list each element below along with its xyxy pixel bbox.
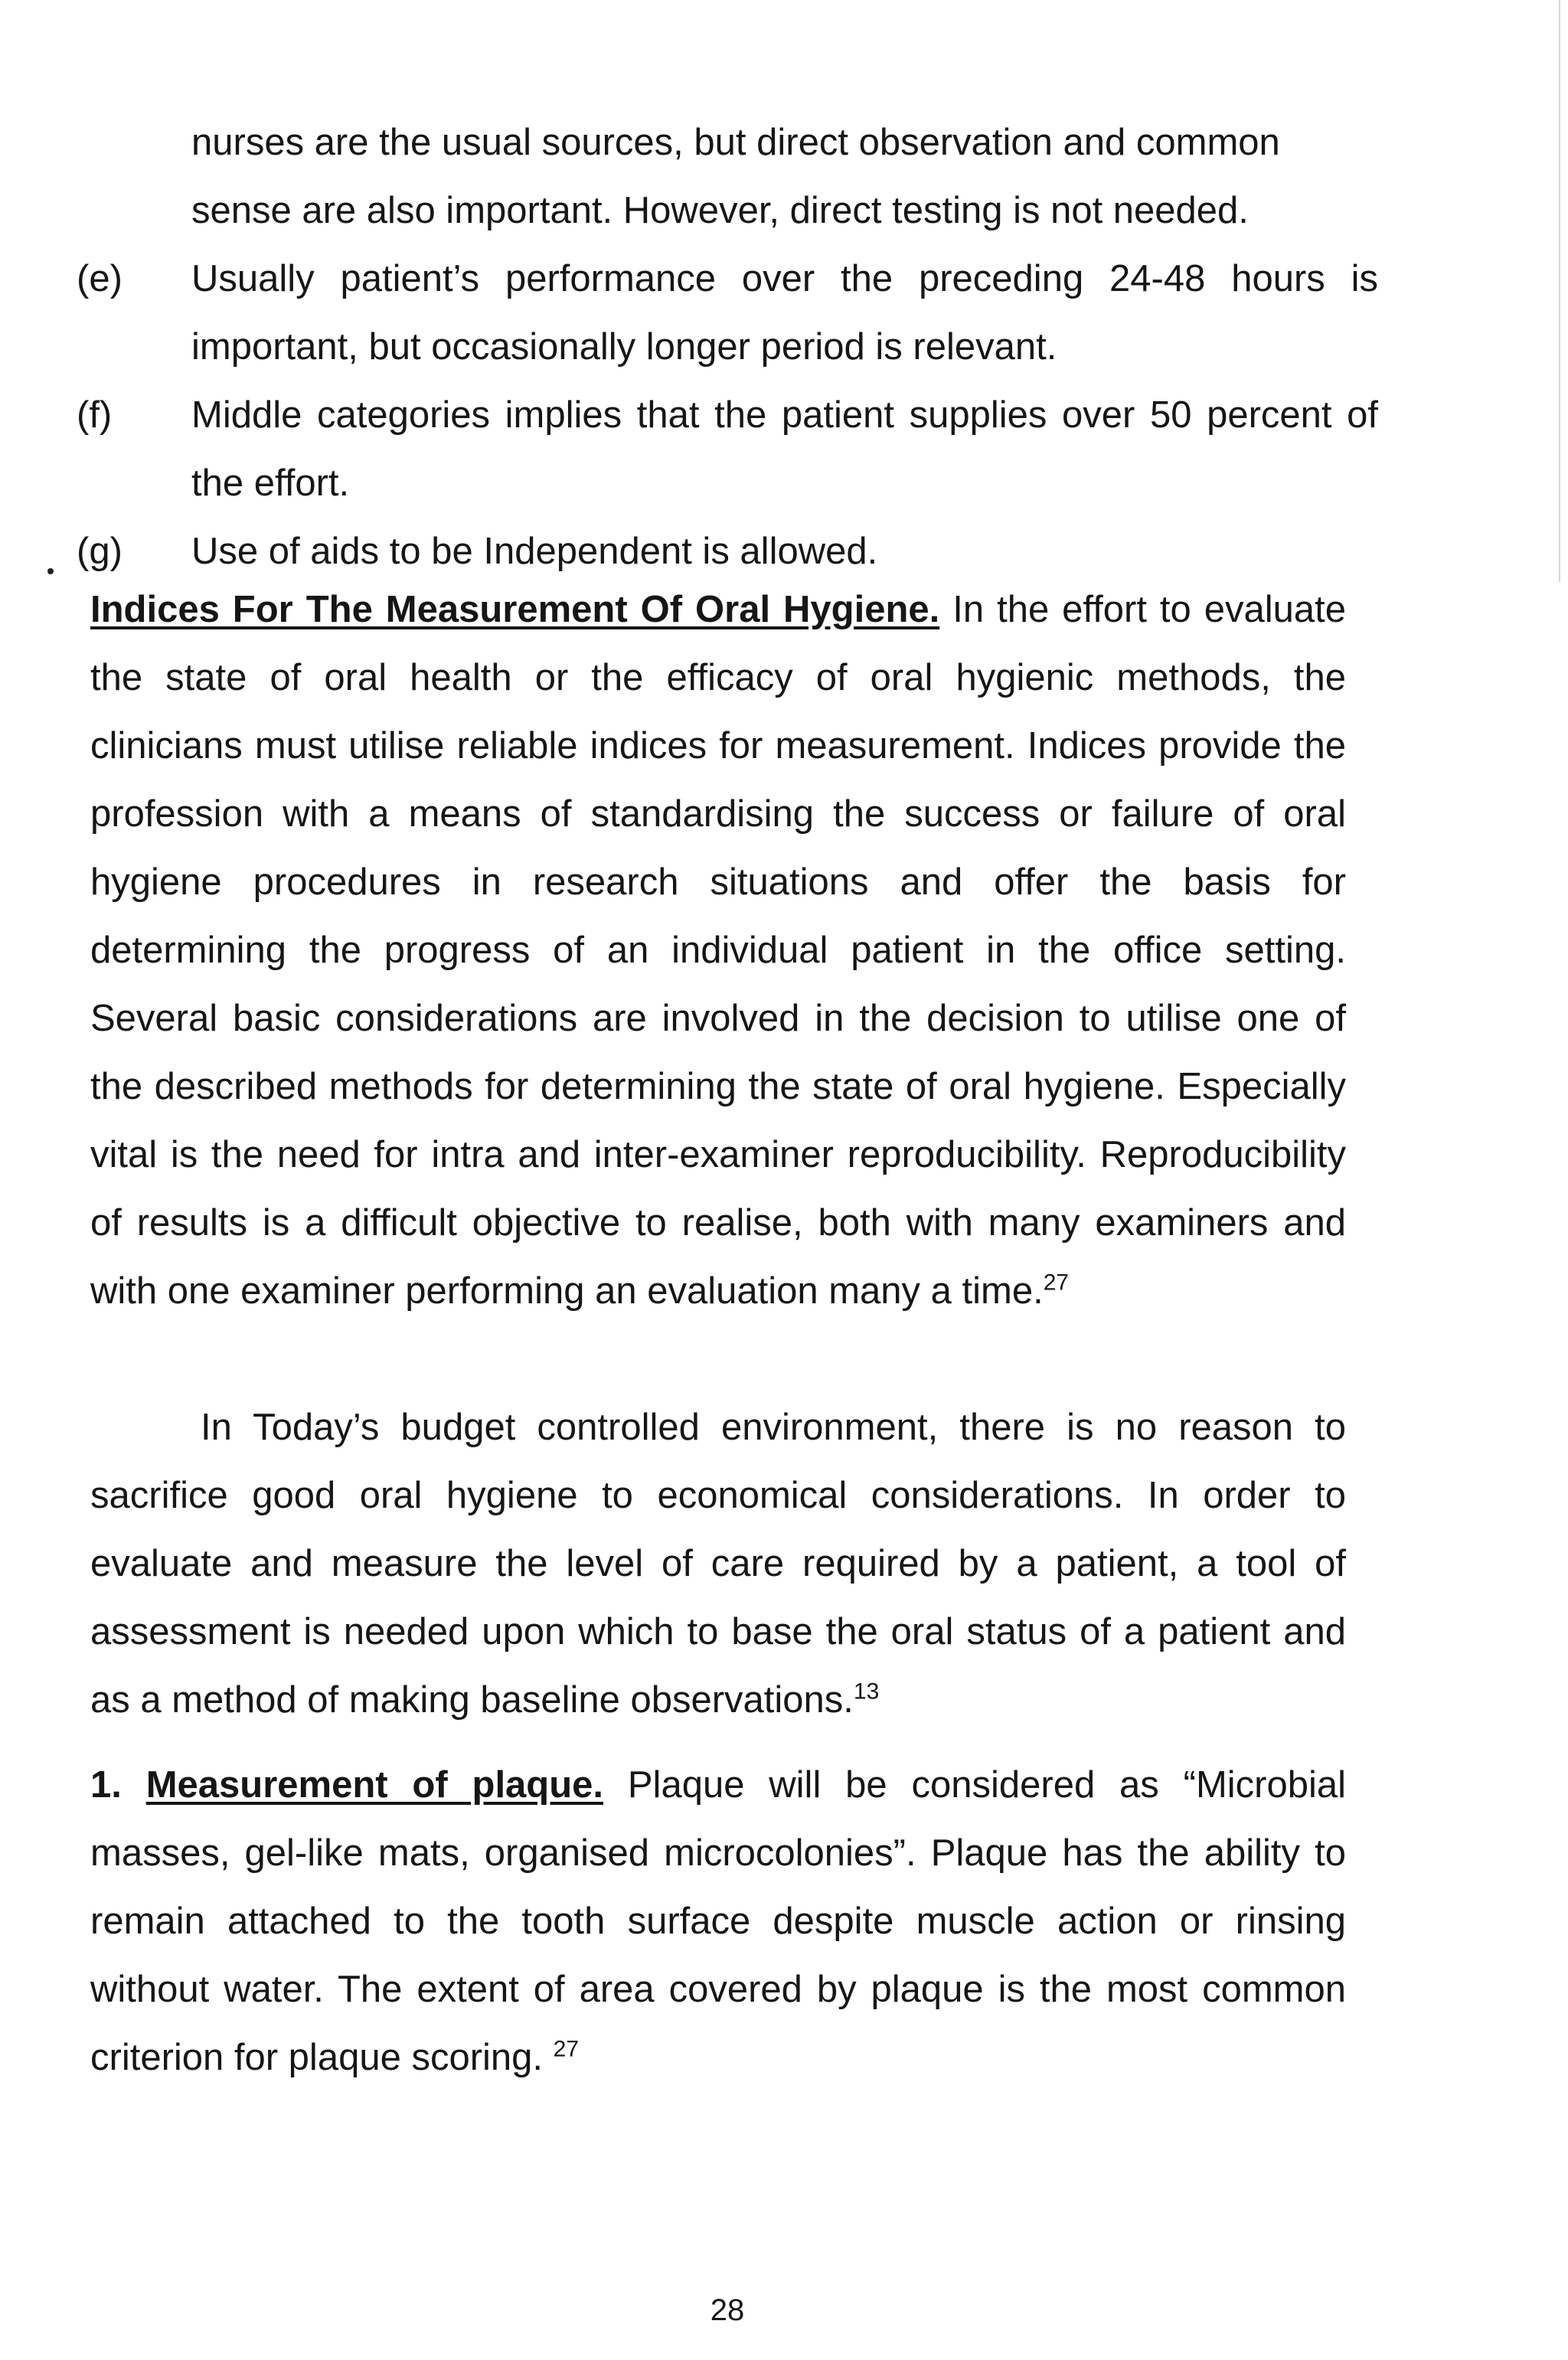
list-item-text: Usually patient’s performance over the preceding 24-48 hours is important, but occasionally longer period is relevant. — [191, 258, 1378, 368]
citation-ref: 27 — [553, 2036, 580, 2062]
citation-ref: 27 — [1043, 1270, 1070, 1296]
section-heading-plaque: Measurement of plaque. — [145, 1764, 604, 1806]
list-item-continuation: nurses are the usual sources, but direct observation and common sense are also important. However, direct testing is not needed. — [191, 122, 1280, 231]
plaque-paragraph — [90, 1751, 1346, 2092]
list-marker: (e) — [77, 258, 122, 299]
section-heading-indices: Indices For The Measurement Of Oral Hygiene. — [90, 589, 940, 630]
scan-edge-line — [1559, 0, 1560, 582]
list-item-f — [77, 381, 1378, 518]
list-marker: (f) — [77, 394, 113, 436]
plaque-body-text: Plaque will be considered as “Microbial masses, gel-like mats, organised microcolonies”. Plaque has the ability to remain attached to the tooth surface despite muscle action or rinsing without water. The extent of area covered by plaque is the most common criterion for plaque scoring. — [90, 1764, 1346, 2078]
indices-paragraph — [90, 576, 1346, 1325]
list-item-text: Middle categories implies that the patient supplies over 50 percent of the effort. — [191, 394, 1378, 504]
indices-body-text: In the effort to evaluate the state of oral health or the efficacy of oral hygienic methods, the clinicians must utilise reliable indices for measurement. Indices provide the profession with a means of standardising the success or failure of oral hygiene procedures in research situations and offer the basis for determining the progress of an individual patient in the office setting. Several basic considerations are involved in the decision to utilise one of the described methods for determining the state of oral hygiene. Especially vital is the need for intra and inter-examiner reproducibility. Reproducibility of results is a difficult objective to realise, both with many examiners and with one examiner performing an evaluation many a time. — [90, 589, 1346, 1312]
list-item-text: Use of aids to be Independent is allowed. — [191, 531, 878, 572]
budget-paragraph — [90, 1394, 1346, 1734]
section-number: 1. — [90, 1764, 146, 1806]
page-number: 28 — [710, 2293, 745, 2327]
criteria-list — [77, 109, 1378, 586]
citation-ref: 13 — [853, 1678, 880, 1705]
stray-dot-mark — [47, 568, 54, 574]
budget-body-text: In Today’s budget controlled environment, there is no reason to sacrifice good oral hygiene to economical considerations. In order to evaluate and measure the level of care required by a patient, a tool of assessment is needed upon which to base the oral status of a patient and as a method of making baseline observations. — [90, 1407, 1346, 1721]
list-marker: (g) — [77, 531, 122, 572]
list-item-e — [77, 245, 1378, 381]
